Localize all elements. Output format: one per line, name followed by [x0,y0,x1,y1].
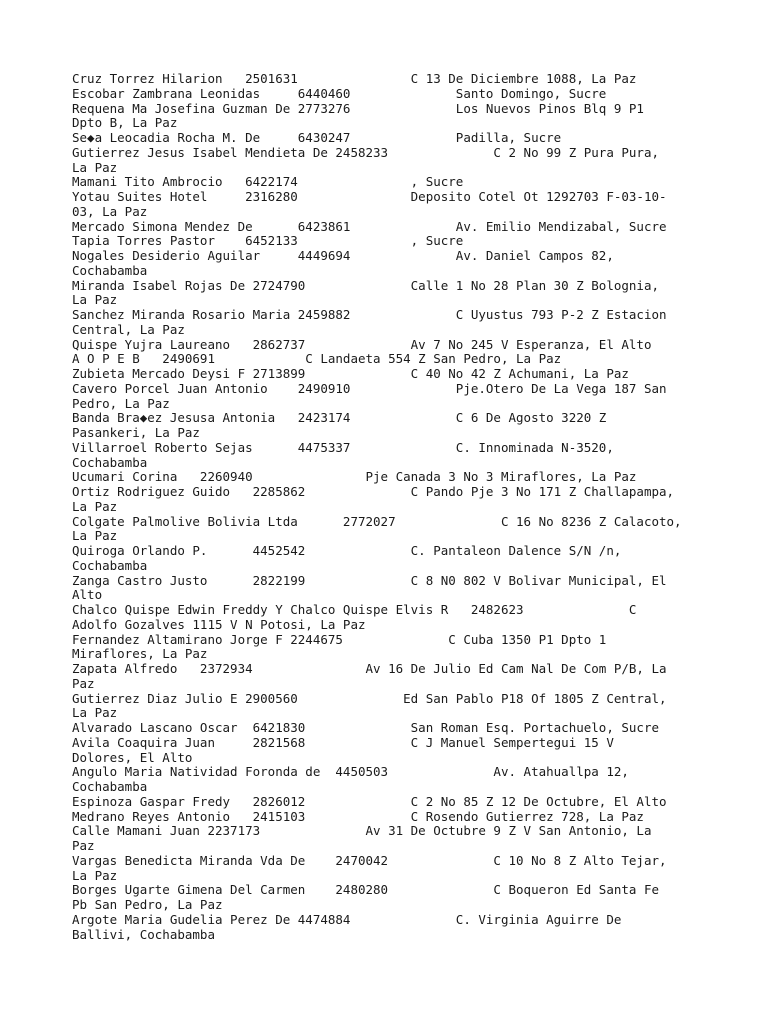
text-line: Adolfo Gozalves 1115 V N Potosi, La Paz [72,616,366,632]
text-line: Mamani Tito Ambrocio 6422174 , Sucre [72,174,464,190]
text-line: La Paz [72,705,118,721]
text-line: Zanga Castro Justo 2822199 C 8 N0 802 V Bolivar Municipal, El [72,572,667,588]
text-line: Mercado Simona Mendez De 6423861 Av. Emilio Mendizabal, Sucre [72,218,667,234]
text-line: Alto [72,587,103,603]
text-line: Medrano Reyes Antonio 2415103 C Rosendo Gutierrez 728, La Paz [72,808,644,824]
text-line: Avila Coaquira Juan 2821568 C J Manuel Sempertegui 15 V [72,734,614,750]
text-line: Nogales Desiderio Aguilar 4449694 Av. Daniel Campos 82, [72,248,614,263]
text-line: Miraflores, La Paz [72,646,208,662]
text-line: Tapia Torres Pastor 6452133 , Sucre [72,233,464,249]
text-line: La Paz [72,867,118,883]
text-line: La Paz [72,159,118,175]
text-line: Colgate Palmolive Bolivia Ltda 2772027 C 16 No 8236 Z Calacoto, [72,513,682,529]
text-line: Se◆a Leocadia Rocha M. De 6430247 Padilla, Sucre [72,130,562,145]
text-line: Vargas Benedicta Miranda Vda De 2470042 C 10 No 8 Z Alto Tejar, [72,852,667,868]
text-line: Pedro, La Paz [72,395,170,411]
text-line: Fernandez Altamirano Jorge F 2244675 C Cuba 1350 P1 Dpto 1 [72,631,607,647]
text-line: Escobar Zambrana Leonidas 6440460 Santo Domingo, Sucre [72,85,607,101]
text-line: Paz [72,675,95,691]
text-line: Pasankeri, La Paz [72,425,200,440]
text-line: Ballivi, Cochabamba [72,926,215,942]
text-line: 03, La Paz [72,203,148,219]
text-line: Central, La Paz [72,321,185,337]
text-line: Yotau Suites Hotel 2316280 Deposito Cotel Ot 1292703 F-03-10- [72,189,667,204]
text-line: La Paz [72,498,118,514]
text-line: Dpto B, La Paz [72,115,178,131]
text-line: Zapata Alfredo 2372934 Av 16 De Julio Ed Cam Nal De Com P/B, La [72,661,667,676]
text-line: Requena Ma Josefina Guzman De 2773276 Los Nuevos Pinos Blq 9 P1 [72,100,644,116]
text-line: Quiroga Orlando P. 4452542 C. Pantaleon Dalence S/N /n, [72,543,622,558]
text-line: Cochabamba [72,779,148,794]
text-line: Ortiz Rodriguez Guido 2285862 C Pando Pje 3 No 171 Z Challapampa, [72,484,675,499]
text-line: Ucumari Corina 2260940 Pje Canada 3 No 3 Miraflores, La Paz [72,469,637,485]
text-line: Angulo Maria Natividad Foronda de 4450503 Av. Atahuallpa 12, [72,764,629,780]
text-line: Argote Maria Gudelia Perez De 4474884 C. Virginia Aguirre De [72,911,622,927]
text-line: Dolores, El Alto [72,749,193,765]
text-line: Villarroel Roberto Sejas 4475337 C. Innominada N-3520, [72,439,614,455]
text-line: Sanchez Miranda Rosario Maria 2459882 C Uyustus 793 P-2 Z Estacion [72,307,667,322]
text-line: Quispe Yujra Laureano 2862737 Av 7 No 245 V Esperanza, El Alto [72,336,652,352]
text-line: Cochabamba [72,557,148,573]
text-line: Zubieta Mercado Deysi F 2713899 C 40 No 42 Z Achumani, La Paz [72,366,629,381]
text-line: Banda Bra◆ez Jesusa Antonia 2423174 C 6 De Agosto 3220 Z [72,410,607,426]
text-line: Cochabamba [72,454,148,470]
text-line: Cochabamba [72,262,148,278]
text-line: Espinoza Gaspar Fredy 2826012 C 2 No 85 Z 12 De Octubre, El Alto [72,793,667,809]
text-line: Paz [72,838,95,853]
text-line: Alvarado Lascano Oscar 6421830 San Roman Esq. Portachuelo, Sucre [72,720,659,735]
text-line: La Paz [72,292,118,308]
text-line: A O P E B 2490691 C Landaeta 554 Z San Pedro, La Paz [72,351,562,367]
text-line: Chalco Quispe Edwin Freddy Y Chalco Quispe Elvis R 2482623 C [72,602,637,617]
text-line: Gutierrez Diaz Julio E 2900560 Ed San Pablo P18 Of 1805 Z Central, [72,690,667,706]
text-line: Calle Mamani Juan 2237173 Av 31 De Octubre 9 Z V San Antonio, La [72,823,652,839]
text-line: La Paz [72,528,118,544]
text-line: Miranda Isabel Rojas De 2724790 Calle 1 No 28 Plan 30 Z Bolognia, [72,277,659,293]
text-line: Cruz Torrez Hilarion 2501631 C 13 De Diciembre 1088, La Paz [72,71,637,86]
text-line: Cavero Porcel Juan Antonio 2490910 Pje.Otero De La Vega 187 San [72,380,667,396]
text-line: Pb San Pedro, La Paz [72,897,223,912]
text-line: Gutierrez Jesus Isabel Mendieta De 2458233 C 2 No 99 Z Pura Pura, [72,144,659,160]
text-line: Borges Ugarte Gimena Del Carmen 2480280 C Boqueron Ed Santa Fe [72,882,659,898]
document-page [72,72,712,942]
